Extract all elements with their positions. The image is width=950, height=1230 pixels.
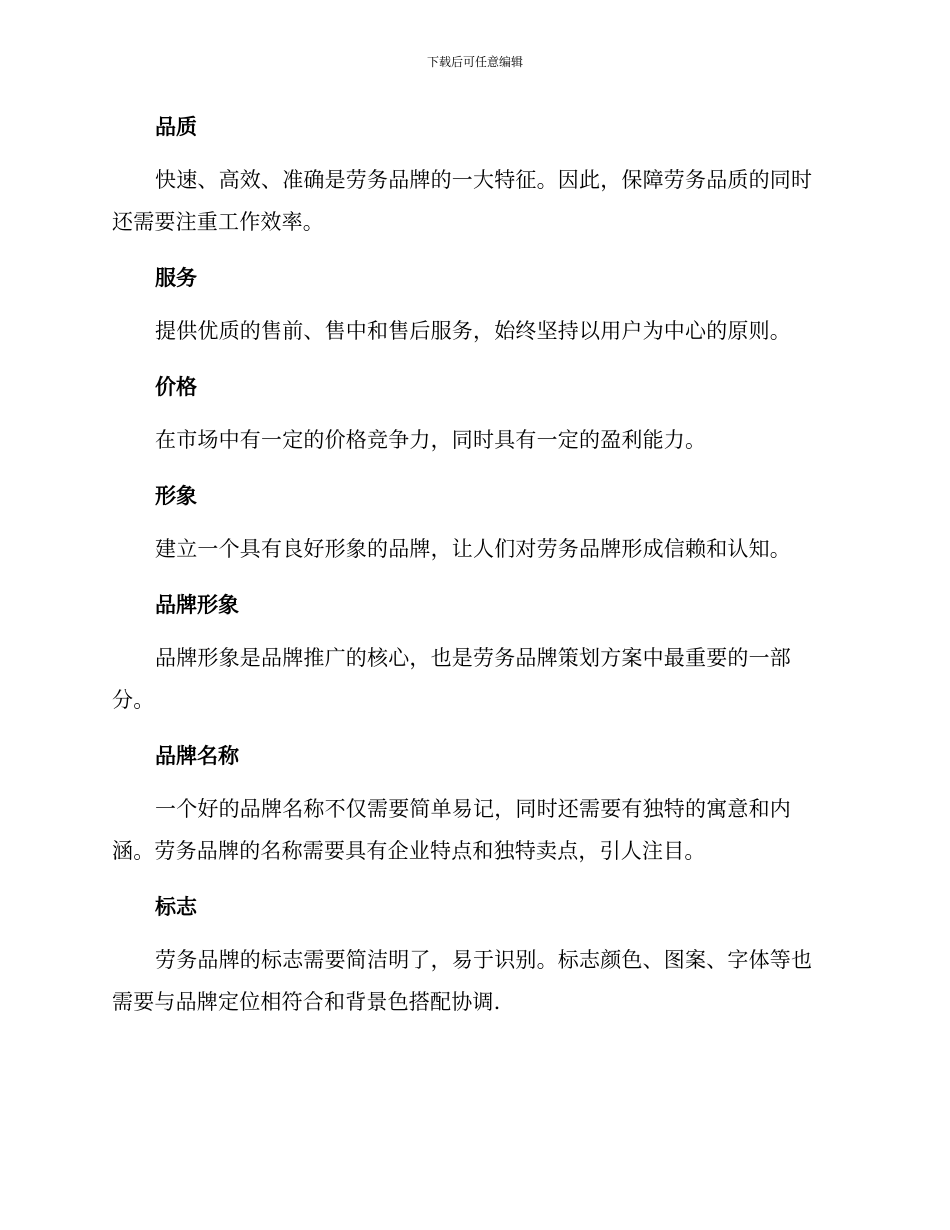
section-text-quality: 快速、高效、准确是劳务品牌的一大特征。因此，保障劳务品质的同时还需要注重工作效率。 [112, 168, 813, 234]
section-text-price: 在市场中有一定的价格竞争力，同时具有一定的盈利能力。 [155, 428, 707, 452]
section-text-logo: 劳务品牌的标志需要简洁明了，易于识别。标志颜色、图案、字体等也需要与品牌定位相符合和背景色搭配协调. [112, 948, 813, 1014]
section-heading-quality: 品质 [155, 115, 197, 139]
document-body [112, 108, 832, 1039]
section-text-image: 建立一个具有良好形象的品牌，让人们对劳务品牌形成信赖和认知。 [155, 537, 791, 561]
section-heading-image: 形象 [155, 484, 197, 508]
section-heading-brand-name: 品牌名称 [155, 744, 239, 768]
section-text-brand-name: 一个好的品牌名称不仅需要简单易记，同时还需要有独特的寓意和内涵。劳务品牌的名称需要具有企业特点和独特卖点，引人注目。 [112, 797, 791, 863]
section-text-brand-image: 品牌形象是品牌推广的核心，也是劳务品牌策划方案中最重要的一部分。 [112, 646, 791, 712]
section-heading-price: 价格 [155, 375, 197, 399]
section-heading-brand-image: 品牌形象 [155, 593, 239, 617]
section-heading-service: 服务 [155, 266, 197, 290]
page-header: 下载后可任意编辑 [426, 55, 523, 69]
section-text-service: 提供优质的售前、售中和售后服务，始终坚持以用户为中心的原则。 [155, 319, 791, 343]
section-heading-logo: 标志 [155, 895, 197, 919]
